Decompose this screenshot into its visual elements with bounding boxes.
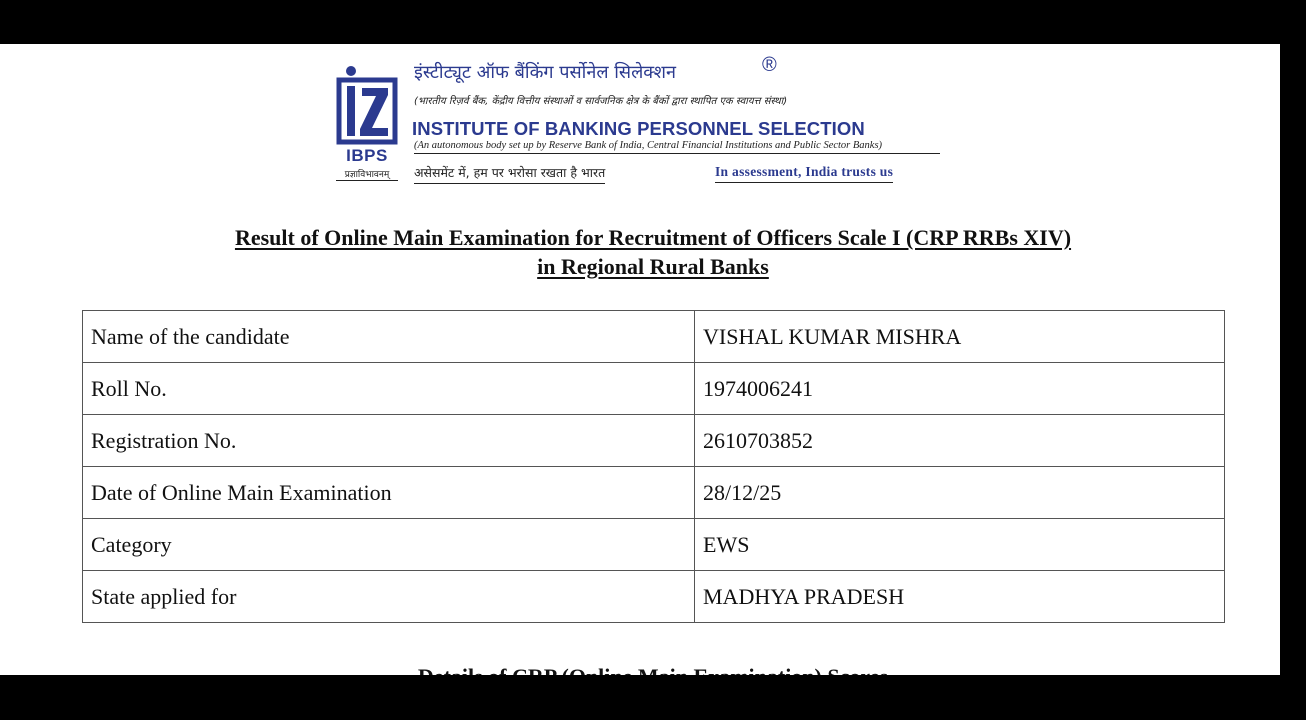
table-row [83,519,1225,571]
row-value: 2610703852 [695,415,1225,467]
tagline-hindi: असेसमेंट में, हम पर भरोसा रखता है भारत [414,164,605,184]
org-name-english: INSTITUTE OF BANKING PERSONNEL SELECTION [412,118,865,139]
table-row [83,363,1225,415]
table-row [83,415,1225,467]
row-label: Name of the candidate [83,311,695,363]
top-letterbox-bar [0,0,1280,44]
ibps-letterhead [336,54,946,186]
result-title-line2: in Regional Rural Banks [537,254,769,279]
candidate-details-table [82,310,1225,623]
row-label: Roll No. [83,363,695,415]
row-value: EWS [695,519,1225,571]
registered-mark: ® [762,54,777,76]
org-description-hindi: (भारतीय रिज़र्व बैंक, केंद्रीय वित्तीय संस्थाओं व सार्वजनिक क्षेत्र के बैंकों द्वारा स्थापित एक स्वायत्त संस्था) [414,96,788,107]
tagline-english: In assessment, India trusts us [715,164,893,183]
bottom-letterbox-bar [0,675,1280,720]
table-row [83,571,1225,623]
org-description-english: (An autonomous body set up by Reserve Bank of India, Central Financial Institutions and Public Sector Banks) [414,140,940,154]
row-value: VISHAL KUMAR MISHRA [695,311,1225,363]
row-value: 1974006241 [695,363,1225,415]
row-label: Registration No. [83,415,695,467]
row-value: MADHYA PRADESH [695,571,1225,623]
logo-motto: प्रज्ञाविभावनम् [336,167,398,181]
ibps-emblem-icon [336,64,398,148]
result-document [0,44,1280,675]
row-label: Category [83,519,695,571]
table-row [83,467,1225,519]
org-name-hindi: इंस्टीट्यूट ऑफ बैंकिंग पर्सोनेल सिलेक्शन [414,62,676,83]
row-label: State applied for [83,571,695,623]
table-row [83,311,1225,363]
result-title-line1: Result of Online Main Examination for Recruitment of Officers Scale I (CRP RRBs XIV) [234,225,1072,250]
row-label: Date of Online Main Examination [83,467,695,519]
logo-wordmark: IBPS [346,146,388,165]
row-value: 28/12/25 [695,467,1225,519]
ibps-logo [336,64,398,180]
result-title [0,223,1306,281]
